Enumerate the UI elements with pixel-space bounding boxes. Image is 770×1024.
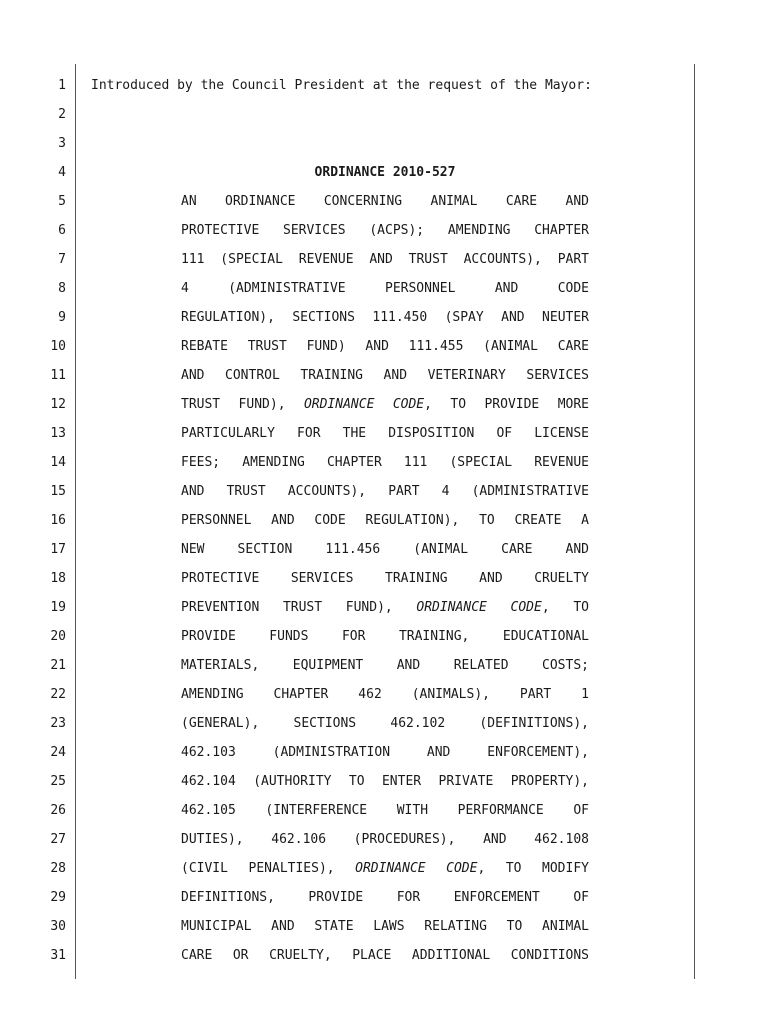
line-number: 26: [50, 803, 66, 818]
line-number: 9: [58, 310, 66, 325]
line-number: 25: [50, 774, 66, 789]
line-number: 15: [50, 484, 66, 499]
line-row: [0, 390, 770, 419]
line-row: [0, 245, 770, 274]
ordinance-text-line: REGULATION), SECTIONS 111.450 (SPAY AND NEUTER: [181, 310, 589, 325]
line-number: 24: [50, 745, 66, 760]
italic-citation: ORDINANCE CODE: [416, 600, 542, 615]
ordinance-text-line: PROTECTIVE SERVICES (ACPS); AMENDING CHAPTER: [181, 223, 589, 238]
line-row: [0, 448, 770, 477]
line-number: 14: [50, 455, 66, 470]
line-number: 22: [50, 687, 66, 702]
line-row: [0, 912, 770, 941]
ordinance-text-line: MATERIALS, EQUIPMENT AND RELATED COSTS;: [181, 658, 589, 673]
line-row: [0, 71, 770, 100]
line-row: [0, 332, 770, 361]
italic-citation: ORDINANCE CODE: [355, 861, 478, 876]
line-number: 8: [58, 281, 66, 296]
ordinance-text-line: 462.104 (AUTHORITY TO ENTER PRIVATE PROPERTY),: [181, 774, 589, 789]
line-row: [0, 100, 770, 129]
line-number: 21: [50, 658, 66, 673]
line-number: 23: [50, 716, 66, 731]
line-row: [0, 593, 770, 622]
introduction-line: Introduced by the Council President at the request of the Mayor:: [91, 78, 592, 93]
line-row: [0, 709, 770, 738]
line-row: [0, 767, 770, 796]
line-row: [0, 477, 770, 506]
line-number: 3: [58, 136, 66, 151]
line-row: [0, 825, 770, 854]
ordinance-text-line: (CIVIL PENALTIES), ORDINANCE CODE, TO MODIFY: [181, 861, 589, 876]
line-row: [0, 361, 770, 390]
line-row: [0, 941, 770, 970]
line-number: 10: [50, 339, 66, 354]
ordinance-text-line: PERSONNEL AND CODE REGULATION), TO CREATE A: [181, 513, 589, 528]
line-number: 30: [50, 919, 66, 934]
line-row: [0, 854, 770, 883]
ordinance-text-line: TRUST FUND), ORDINANCE CODE, TO PROVIDE MORE: [181, 397, 589, 412]
line-row: [0, 651, 770, 680]
line-row: [0, 419, 770, 448]
line-row: [0, 216, 770, 245]
italic-citation: ORDINANCE CODE: [303, 397, 425, 412]
line-row: [0, 187, 770, 216]
line-row: [0, 564, 770, 593]
ordinance-text-line: 462.103 (ADMINISTRATION AND ENFORCEMENT),: [181, 745, 589, 760]
ordinance-title: ORDINANCE 2010-527: [314, 165, 456, 180]
ordinance-text-line: AND CONTROL TRAINING AND VETERINARY SERVICES: [181, 368, 589, 383]
line-number: 7: [58, 252, 66, 267]
line-number: 16: [50, 513, 66, 528]
ordinance-text-line: 4 (ADMINISTRATIVE PERSONNEL AND CODE: [181, 281, 589, 296]
ordinance-text-line: MUNICIPAL AND STATE LAWS RELATING TO ANIMAL: [181, 919, 589, 934]
line-number: 31: [50, 948, 66, 963]
line-number: 1: [58, 78, 66, 93]
line-row: [0, 274, 770, 303]
line-row: [0, 535, 770, 564]
line-row: [0, 796, 770, 825]
line-row: [0, 129, 770, 158]
ordinance-text-line: AND TRUST ACCOUNTS), PART 4 (ADMINISTRATIVE: [181, 484, 589, 499]
line-row: [0, 883, 770, 912]
ordinance-text-line: REBATE TRUST FUND) AND 111.455 (ANIMAL CARE: [181, 339, 589, 354]
ordinance-text-line: PREVENTION TRUST FUND), ORDINANCE CODE, TO: [181, 600, 590, 615]
ordinance-text-line: 462.105 (INTERFERENCE WITH PERFORMANCE OF: [181, 803, 589, 818]
ordinance-text-line: CARE OR CRUELTY, PLACE ADDITIONAL CONDITIONS: [181, 948, 589, 963]
line-number: 28: [50, 861, 66, 876]
line-row: [0, 506, 770, 535]
ordinance-text-line: DUTIES), 462.106 (PROCEDURES), AND 462.108: [181, 832, 589, 847]
ordinance-text-line: FEES; AMENDING CHAPTER 111 (SPECIAL REVENUE: [181, 455, 589, 470]
line-row: [0, 158, 770, 187]
ordinance-text-line: AN ORDINANCE CONCERNING ANIMAL CARE AND: [181, 194, 589, 209]
ordinance-text-line: 111 (SPECIAL REVENUE AND TRUST ACCOUNTS), PART: [181, 252, 589, 267]
ordinance-text-line: PROVIDE FUNDS FOR TRAINING, EDUCATIONAL: [181, 629, 589, 644]
line-number: 4: [58, 165, 66, 180]
line-number: 11: [50, 368, 66, 383]
ordinance-text-line: PROTECTIVE SERVICES TRAINING AND CRUELTY: [181, 571, 589, 586]
line-number: 19: [50, 600, 66, 615]
line-row: [0, 303, 770, 332]
ordinance-text-line: PARTICULARLY FOR THE DISPOSITION OF LICENSE: [181, 426, 589, 441]
line-number: 5: [58, 194, 66, 209]
line-number: 29: [50, 890, 66, 905]
ordinance-text-line: (GENERAL), SECTIONS 462.102 (DEFINITIONS),: [181, 716, 589, 731]
line-number: 20: [50, 629, 66, 644]
line-number: 17: [50, 542, 66, 557]
line-number: 6: [58, 223, 66, 238]
ordinance-text-line: AMENDING CHAPTER 462 (ANIMALS), PART 1: [181, 687, 589, 702]
line-row: [0, 680, 770, 709]
line-number: 12: [50, 397, 66, 412]
line-number: 2: [58, 107, 66, 122]
line-number: 18: [50, 571, 66, 586]
line-number: 13: [50, 426, 66, 441]
ordinance-text-line: NEW SECTION 111.456 (ANIMAL CARE AND: [181, 542, 589, 557]
line-number: 27: [50, 832, 66, 847]
line-row: [0, 622, 770, 651]
line-row: [0, 738, 770, 767]
ordinance-text-line: DEFINITIONS, PROVIDE FOR ENFORCEMENT OF: [181, 890, 589, 905]
